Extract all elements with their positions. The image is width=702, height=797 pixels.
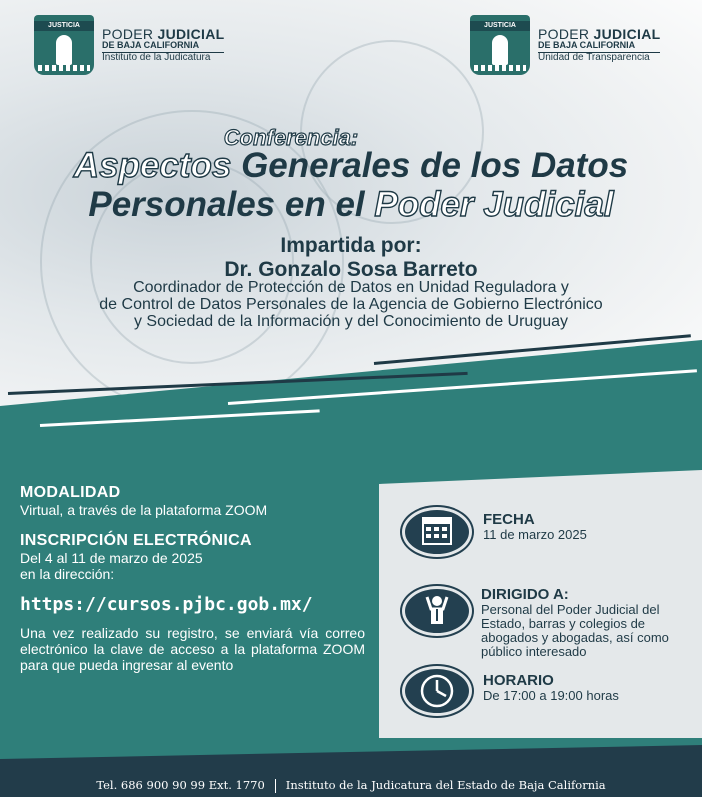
modalidad-value: Virtual, a través de la plataforma ZOOM: [20, 502, 268, 518]
footer-separator: [275, 779, 276, 793]
logo-line1a: PODER: [538, 25, 590, 42]
inscripcion-where: en la dirección:: [20, 566, 115, 582]
conference-kicker: Conferencia:: [223, 125, 359, 150]
title-line-1: [0, 146, 702, 186]
speaker-name: Dr. Gonzalo Sosa Barreto: [224, 258, 478, 281]
logo-line1b: JUDICIAL: [593, 25, 661, 42]
audience-icon: [402, 586, 472, 636]
registration-note: Una vez realizado su registro, se enviará vía correo electrónico la clave de acceso a la plataforma ZOOM para que pueda ingresar al evento: [20, 625, 365, 673]
dirigido-value: Personal del Poder Judicial del Estado, barras y colegios de abogados y abogadas, así como público interesado: [481, 602, 669, 659]
horario-info: [483, 672, 693, 703]
logo-line3: Instituto de la Judicatura: [102, 51, 211, 63]
logo-line2: DE BAJA CALIFORNIA: [102, 41, 224, 52]
dirigido-info: [481, 586, 693, 659]
calendar-icon: [402, 507, 472, 557]
inscripcion-dates: Del 4 al 11 de marzo de 2025: [20, 550, 203, 566]
logo-line3: Unidad de Transparencia: [538, 51, 650, 63]
justice-shield-icon: [470, 15, 530, 75]
speaker-desc-line: y Sociedad de la Información y del Conocimiento de Uruguay: [133, 313, 569, 330]
title-highlight: Poder Judicial: [374, 185, 614, 224]
title-rest: Personales en el: [88, 185, 375, 224]
fecha-label: FECHA: [483, 511, 535, 528]
speaker-desc-line: Coordinador de Protección de Datos en Unidad Reguladora y: [133, 279, 569, 296]
footer-text: [0, 778, 702, 793]
logo-transparencia: [470, 15, 660, 75]
footer-institution: Instituto de la Judicatura del Estado de Baja California: [285, 778, 606, 792]
logo-badge: JUSTICIA: [470, 21, 530, 31]
horario-value: De 17:00 a 19:00 horas: [483, 688, 619, 703]
registration-link[interactable]: https://cursos.pjbc.gob.mx/: [20, 594, 313, 615]
event-details: [20, 484, 365, 673]
horario-label: HORARIO: [483, 672, 554, 689]
title-highlight: Aspectos: [73, 146, 232, 185]
logo-instituto: [34, 15, 224, 75]
dirigido-label: DIRIGIDO A:: [481, 586, 569, 603]
footer-phone: Tel. 686 900 90 99 Ext. 1770: [96, 778, 265, 792]
inscripcion-label: INSCRIPCIÓN ELECTRÓNICA: [20, 532, 252, 549]
justice-shield-icon: [34, 15, 94, 75]
title-line-2: [0, 185, 702, 225]
modalidad-label: MODALIDAD: [20, 484, 121, 501]
logo-badge: JUSTICIA: [34, 21, 94, 31]
speaker-desc-line: de Control de Datos Personales de la Agencia de Gobierno Electrónico: [99, 296, 603, 313]
logo-line2: DE BAJA CALIFORNIA: [538, 41, 660, 52]
logo-line1a: PODER: [102, 25, 154, 42]
logo-line1b: JUDICIAL: [157, 25, 225, 42]
fecha-info: [483, 511, 693, 542]
speaker-description: [0, 279, 702, 330]
speaker-label: Impartida por:: [280, 234, 422, 257]
clock-icon: [402, 666, 472, 716]
title-rest: Generales de los Datos: [231, 146, 629, 185]
fecha-value: 11 de marzo 2025: [483, 527, 587, 542]
